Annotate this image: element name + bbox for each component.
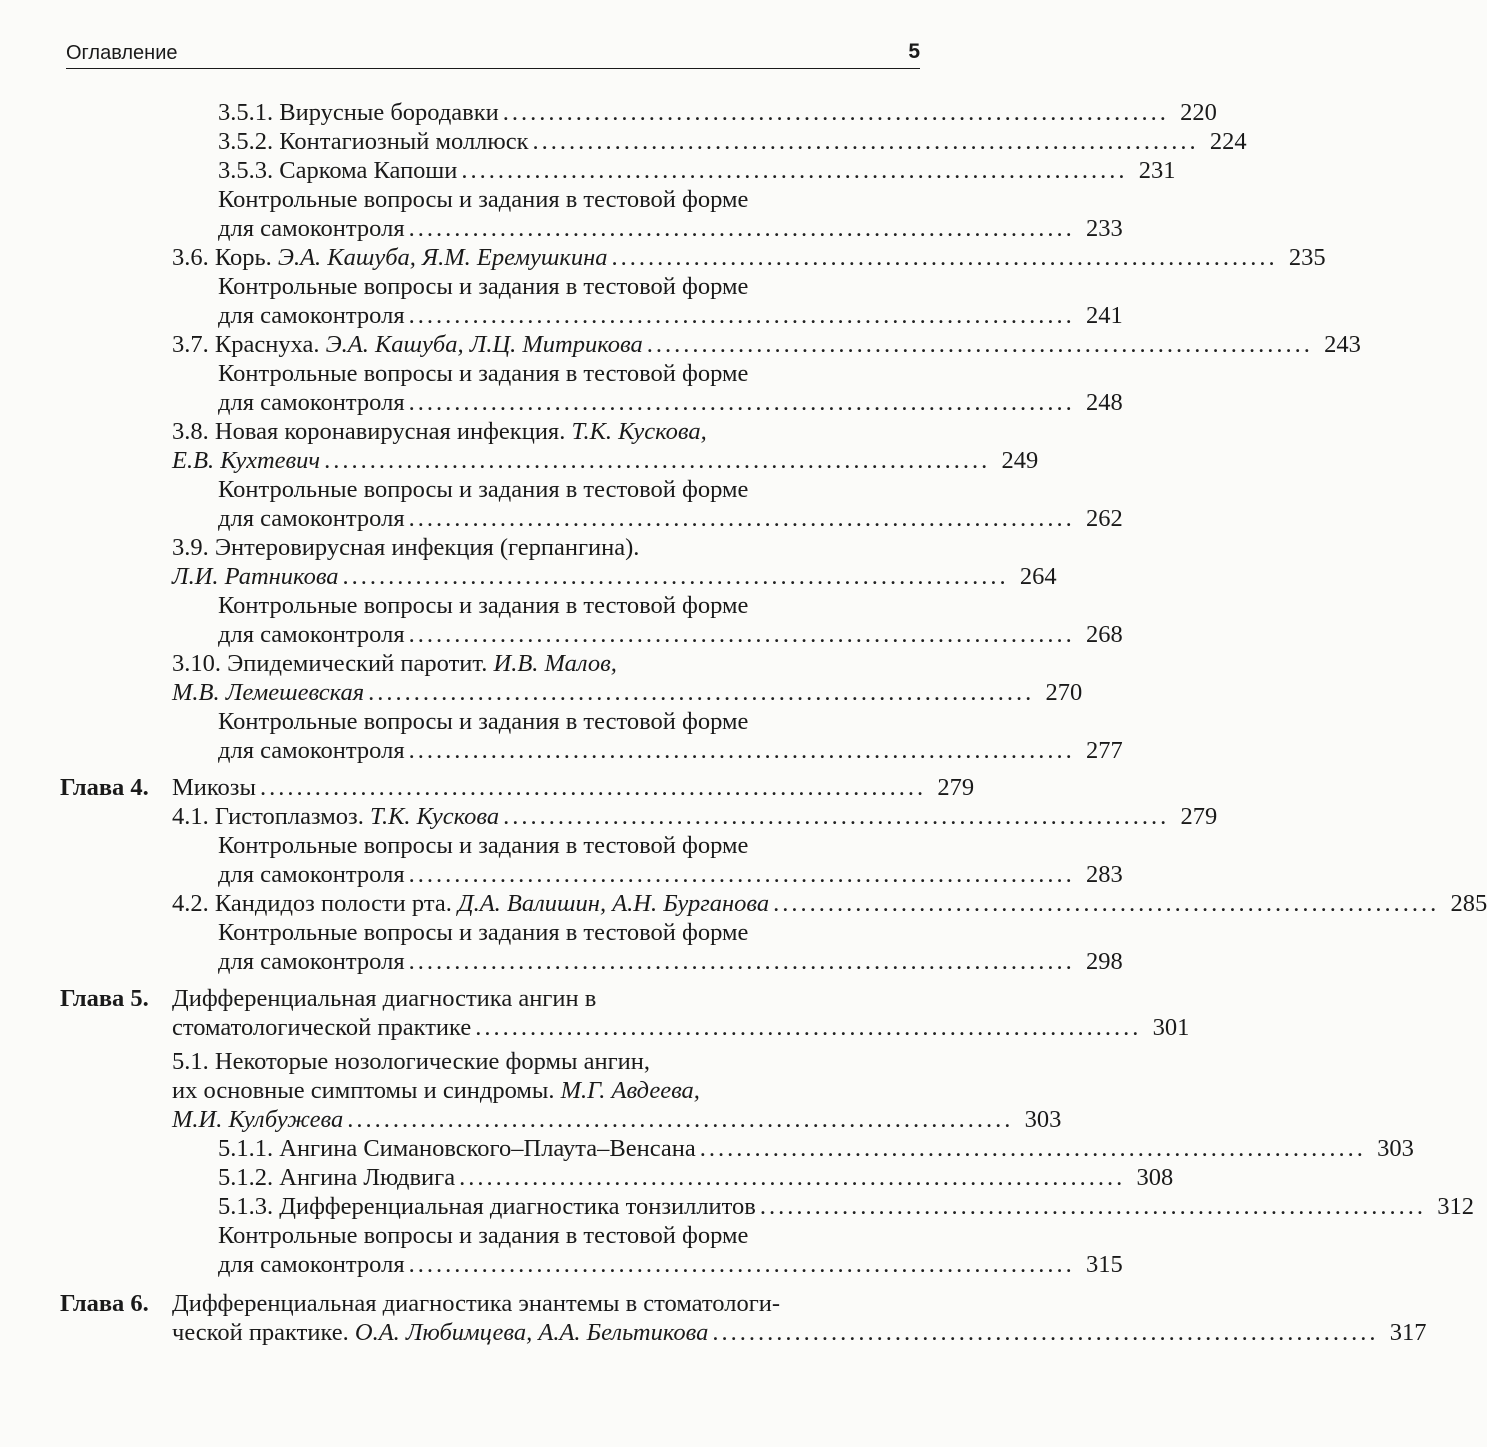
leader-dots: ......................................................................... <box>461 157 1128 184</box>
toc-entry-line <box>218 591 920 621</box>
toc-entry <box>218 947 1123 977</box>
author-names: Э.А. Кашуба, Я.М. Еремушкина <box>277 244 608 271</box>
chapter-title: Микозы <box>172 774 256 801</box>
toc-entry-title: Контрольные вопросы и задания в тестовой форме <box>218 708 749 735</box>
toc-entry-line <box>172 533 920 563</box>
toc-entry-title: для самоконтроля <box>218 505 405 532</box>
toc-entry-line <box>218 707 920 737</box>
toc-entry-line <box>172 1076 920 1106</box>
toc-entry-page: 233 <box>1085 215 1123 242</box>
leader-dots: ......................................................................... <box>408 302 1075 329</box>
toc-entry-page: 220 <box>1180 99 1217 126</box>
leader-dots: ......................................................................... <box>712 1319 1379 1346</box>
toc-entry-title: Контрольные вопросы и задания в тестовой форме <box>218 832 749 859</box>
author-names: Т.К. Кускова <box>369 803 500 830</box>
toc-entry-title: для самоконтроля <box>218 215 405 242</box>
toc-chapter-line <box>172 1289 920 1319</box>
toc-entry-title <box>172 417 707 447</box>
author-names: Е.В. Кухтевич <box>172 447 321 474</box>
leader-dots: ......................................................................... <box>259 774 927 801</box>
toc-entry-line <box>218 918 920 948</box>
leader-dots: ......................................................................... <box>408 737 1075 764</box>
leader-dots: ......................................................................... <box>408 505 1075 532</box>
author-names: Л.И. Ратникова <box>172 563 339 590</box>
chapter-label: Глава 6. <box>60 1290 149 1317</box>
toc-entry <box>218 301 1123 331</box>
toc-entry <box>218 214 1123 244</box>
toc-entry <box>218 620 1123 650</box>
toc-entry-title: для самоконтроля <box>218 302 405 329</box>
toc-entry <box>172 1105 1062 1135</box>
author-names: М.И. Кулбужева <box>172 1106 344 1133</box>
toc-entry-page: 264 <box>1019 563 1057 590</box>
chapter-label: Глава 4. <box>60 774 149 801</box>
toc-entry-title: Контрольные вопросы и задания в тестовой форме <box>218 592 749 619</box>
section-title: 4.2. Кандидоз полости рта. <box>172 890 452 917</box>
chapter-title: стоматологической практике <box>172 1014 472 1041</box>
toc-entry <box>218 127 1247 157</box>
section-title: 3.10. Эпидемический паротит. <box>172 650 488 677</box>
leader-dots: ......................................................................... <box>773 890 1440 917</box>
section-title: 4.1. Гистоплазмоз. <box>172 803 364 830</box>
toc-entry <box>218 388 1123 418</box>
toc-entry-title: Контрольные вопросы и задания в тестовой форме <box>218 273 749 300</box>
toc-entry-title: 3.5.1. Вирусные бородавки <box>218 99 499 126</box>
toc-entry-title <box>172 802 499 832</box>
author-names: М.В. Лемешевская <box>172 679 365 706</box>
chapter-title: Дифференциальная диагностика энантемы в стоматологи- <box>172 1290 781 1317</box>
toc-entry-line <box>218 185 920 215</box>
toc-chapter-line <box>172 984 920 1014</box>
leader-dots: ......................................................................... <box>532 128 1199 155</box>
toc-entry-line <box>172 417 920 447</box>
toc-entry <box>172 678 1083 708</box>
chapter-title <box>172 1318 708 1348</box>
toc-entry-page: 231 <box>1138 157 1176 184</box>
toc-entry <box>218 504 1123 534</box>
toc-entry-title <box>172 330 643 360</box>
toc-entry-page: 235 <box>1288 244 1326 271</box>
leader-dots: ......................................................................... <box>408 389 1075 416</box>
toc-entry-page: 243 <box>1324 331 1361 358</box>
toc-chapter-entry <box>172 773 975 803</box>
toc-entry-page: 303 <box>1377 1135 1414 1162</box>
toc-entry-title: 5.1.1. Ангина Симановского–Плаута–Венсана <box>218 1135 696 1162</box>
section-title: их основные симптомы и синдромы. <box>172 1077 555 1104</box>
section-title: 3.7. Краснуха. <box>172 331 320 358</box>
toc-entry-title <box>172 649 617 679</box>
section-title: 3.8. Новая коронавирусная инфекция. <box>172 418 566 445</box>
toc-entry <box>218 1192 1475 1222</box>
running-header <box>66 40 920 69</box>
leader-dots: ......................................................................... <box>324 447 991 474</box>
toc-entry-page: 262 <box>1085 505 1123 532</box>
leader-dots: ......................................................................... <box>759 1193 1427 1220</box>
toc-entry-title <box>172 889 769 919</box>
toc-entry-page: 279 <box>1180 803 1218 830</box>
leader-dots: ......................................................................... <box>611 244 1278 271</box>
toc-entry-page: 241 <box>1085 302 1123 329</box>
toc-chapter-entry <box>172 1318 1427 1348</box>
section-title: ческой практике. <box>172 1319 349 1346</box>
section-title: 3.6. Корь. <box>172 244 272 271</box>
toc-entry-title: 5.1. Некоторые нозологические формы ангин, <box>172 1048 651 1075</box>
toc-entry-title: Контрольные вопросы и задания в тестовой форме <box>218 919 749 946</box>
toc-chapter-entry <box>172 1013 1190 1043</box>
toc-entry-page: 279 <box>937 774 975 801</box>
leader-dots: ......................................................................... <box>408 948 1075 975</box>
toc-entry-line <box>172 649 920 679</box>
leader-dots: ......................................................................... <box>502 99 1169 126</box>
toc-entry-line <box>218 272 920 302</box>
toc-entry-page: 315 <box>1085 1251 1123 1278</box>
leader-dots: ......................................................................... <box>459 1164 1126 1191</box>
toc-entry <box>218 1163 1174 1193</box>
toc-entry <box>218 156 1176 186</box>
toc-entry-page: 249 <box>1001 447 1039 474</box>
toc-entry-title: 3.5.3. Саркома Капоши <box>218 157 458 184</box>
toc-entry-title <box>172 1076 700 1106</box>
toc-entry-line <box>218 831 920 861</box>
toc-entry-title: 5.1.3. Дифференциальная диагностика тонзиллитов <box>218 1193 756 1220</box>
author-names: Т.К. Кускова, <box>571 418 707 445</box>
leader-dots: ......................................................................... <box>368 679 1035 706</box>
leader-dots: ......................................................................... <box>347 1106 1014 1133</box>
author-names: И.В. Малов, <box>493 650 617 677</box>
toc-entry-page: 317 <box>1389 1319 1427 1346</box>
toc-entry-title: Контрольные вопросы и задания в тестовой форме <box>218 360 749 387</box>
toc-entry <box>172 802 1218 832</box>
toc-entry-title: для самоконтроля <box>218 389 405 416</box>
toc-entry-page: 224 <box>1209 128 1247 155</box>
toc-entry-title: для самоконтроля <box>218 621 405 648</box>
chapter-label: Глава 5. <box>60 985 149 1012</box>
toc-entry-page: 277 <box>1085 737 1123 764</box>
toc-entry <box>172 330 1361 360</box>
toc-entry <box>218 98 1217 128</box>
leader-dots: ......................................................................... <box>503 803 1170 830</box>
toc-entry-page: 303 <box>1024 1106 1062 1133</box>
author-names: Д.А. Валишин, А.Н. Бурганова <box>457 890 770 917</box>
page-number: 5 <box>908 40 920 63</box>
toc-entry-title: Контрольные вопросы и задания в тестовой форме <box>218 476 749 503</box>
toc-entry <box>172 562 1057 592</box>
author-names: О.А. Любимцева, А.А. Бельтикова <box>354 1319 709 1346</box>
author-names: М.Г. Авдеева, <box>560 1077 700 1104</box>
leader-dots: ......................................................................... <box>646 331 1313 358</box>
toc-entry-title: 3.9. Энтеровирусная инфекция (герпангина). <box>172 534 640 561</box>
running-head: Оглавление <box>66 42 178 64</box>
toc-entry-title: 5.1.2. Ангина Людвига <box>218 1164 456 1191</box>
toc-entry <box>218 1250 1123 1280</box>
toc-entry-line <box>218 359 920 389</box>
leader-dots: ......................................................................... <box>408 621 1075 648</box>
toc-entry-page: 308 <box>1136 1164 1174 1191</box>
toc-entry-title <box>172 243 608 273</box>
leader-dots: ......................................................................... <box>475 1014 1142 1041</box>
toc-entry <box>218 860 1123 890</box>
toc-entry-page: 283 <box>1085 861 1123 888</box>
toc-entry-title: 3.5.2. Контагиозный моллюск <box>218 128 529 155</box>
leader-dots: ......................................................................... <box>408 215 1075 242</box>
toc-entry-line <box>218 475 920 505</box>
leader-dots: ......................................................................... <box>408 1251 1075 1278</box>
toc-entry-page: 298 <box>1085 948 1123 975</box>
toc-entry <box>218 1134 1414 1164</box>
toc-entry-line <box>172 1047 920 1077</box>
author-names: Э.А. Кашуба, Л.Ц. Митрикова <box>325 331 643 358</box>
toc-entry-title: для самоконтроля <box>218 1251 405 1278</box>
toc-entry-page: 301 <box>1152 1014 1190 1041</box>
toc-entry <box>172 889 1487 919</box>
toc-entry-page: 285 <box>1450 890 1487 917</box>
toc-entry-line <box>218 1221 920 1251</box>
chapter-title: Дифференциальная диагностика ангин в <box>172 985 597 1012</box>
toc-entry-page: 312 <box>1437 1193 1475 1220</box>
toc-entry <box>172 243 1326 273</box>
toc-entry-page: 248 <box>1085 389 1123 416</box>
leader-dots: ......................................................................... <box>699 1135 1366 1162</box>
leader-dots: ......................................................................... <box>408 861 1075 888</box>
toc-entry <box>218 736 1123 766</box>
toc-entry-title: для самоконтроля <box>218 737 405 764</box>
leader-dots: ......................................................................... <box>342 563 1009 590</box>
toc-entry-page: 270 <box>1045 679 1083 706</box>
toc-entry-page: 268 <box>1085 621 1123 648</box>
toc-entry-title: для самоконтроля <box>218 948 405 975</box>
toc-entry <box>172 446 1039 476</box>
toc-entry-title: для самоконтроля <box>218 861 405 888</box>
toc-entry-title: Контрольные вопросы и задания в тестовой форме <box>218 186 749 213</box>
toc-entry-title: Контрольные вопросы и задания в тестовой форме <box>218 1222 749 1249</box>
